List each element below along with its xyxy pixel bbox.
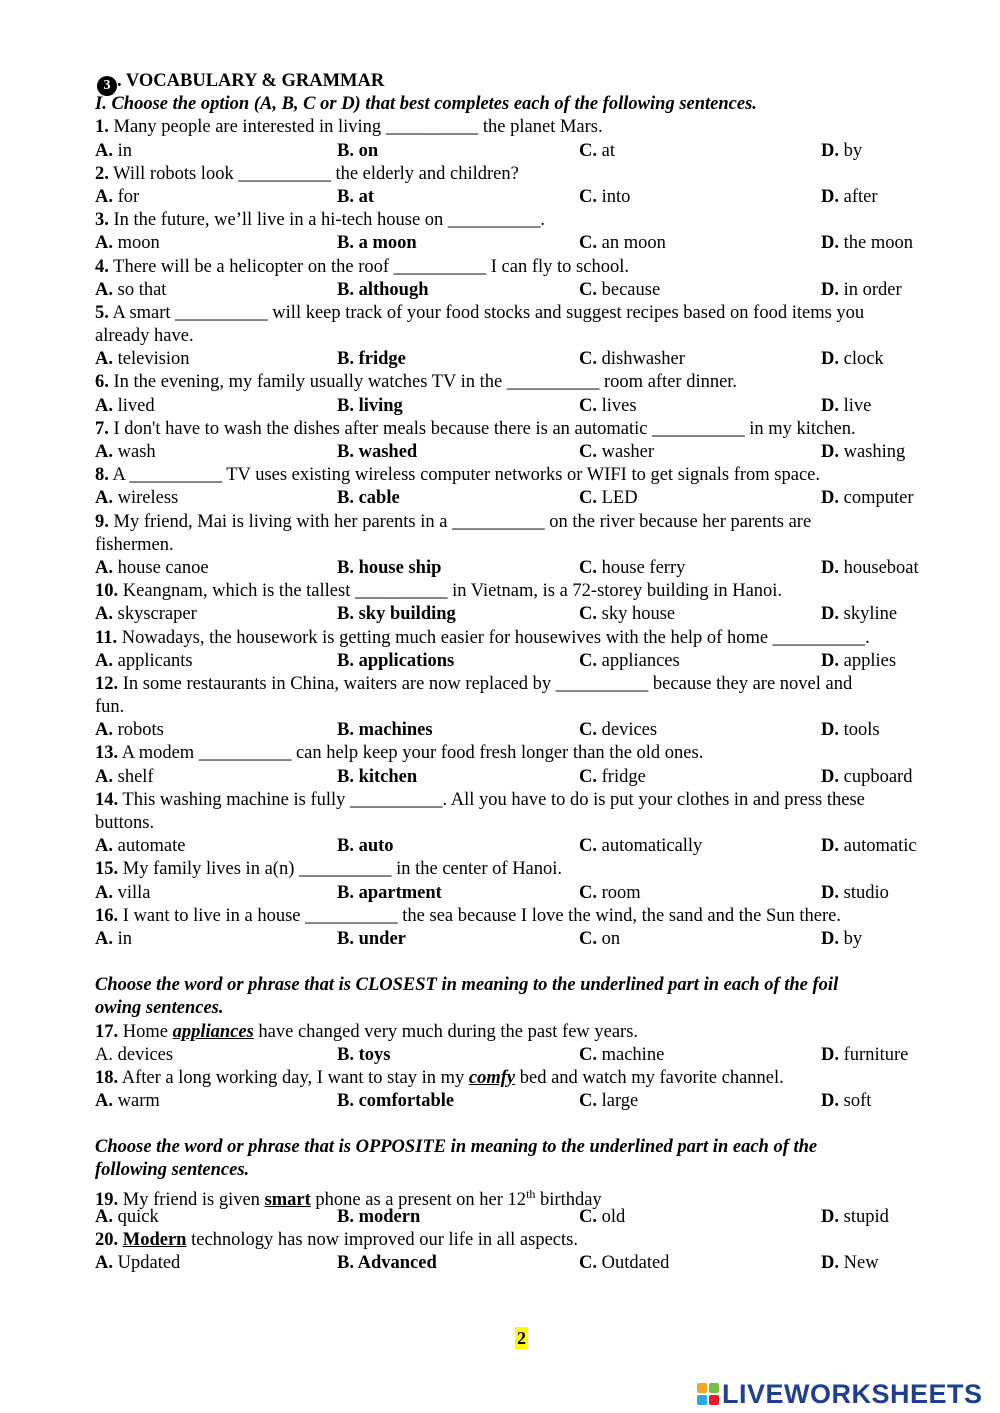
option-c[interactable]: C. old [579, 1206, 626, 1227]
option-b[interactable]: B. Advanced [337, 1253, 437, 1274]
option-b[interactable]: B. toys [337, 1044, 391, 1065]
option-b[interactable]: B. a moon [337, 233, 417, 254]
question-text: In the future, we’ll live in a hi-tech house on __________. [113, 210, 546, 231]
part2-instruction-line-1: Choose the word or phrase that is CLOSEST in meaning to the underlined part in each of the foil [95, 975, 839, 996]
worksheet-page [95, 70, 945, 1275]
option-c[interactable]: C. at [579, 140, 615, 161]
option-b[interactable]: B. modern [337, 1206, 421, 1227]
question-9-stem-cont [95, 534, 945, 557]
question-text: My friend, Mai is living with her parents in a __________ on the river because her parents are [113, 511, 812, 532]
option-c[interactable]: C. washer [579, 442, 655, 462]
option-b[interactable]: B. washed [337, 442, 418, 462]
option-a[interactable]: A. skyscraper [95, 604, 197, 625]
option-d[interactable]: D. studio [821, 882, 889, 903]
option-a[interactable]: A. warm [95, 1091, 160, 1112]
question-16-stem [95, 905, 945, 928]
question-4-options [95, 279, 945, 302]
option-a[interactable]: A. moon [95, 233, 160, 254]
option-d[interactable]: D. in order [821, 279, 902, 300]
question-13-stem [95, 742, 945, 765]
question-4-stem [95, 256, 945, 279]
option-a[interactable]: A. quick [95, 1206, 159, 1227]
question-2-stem [95, 163, 945, 186]
question-text: Keangnam, which is the tallest __________ in Vietnam, is a 72-storey building in Hanoi. [122, 581, 783, 602]
question-13-options [95, 766, 945, 789]
option-b[interactable]: B. on [337, 140, 379, 161]
question-number: 5. [95, 302, 109, 323]
question-3-stem [95, 209, 945, 232]
question-text: My family lives in a(n) __________ in the center of Hanoi. [122, 859, 563, 880]
question-number: 4. [95, 256, 109, 277]
question-text: In some restaurants in China, waiters are now replaced by __________ because they are novel and [122, 673, 853, 694]
option-c[interactable]: C. devices [579, 720, 658, 741]
option-c[interactable]: C. room [579, 882, 641, 903]
liveworksheets-logo-icon [697, 1383, 719, 1405]
question-text: fun. [95, 697, 125, 718]
question-number: 9. [95, 511, 109, 532]
question-text: A __________ TV uses existing wireless computer networks or WIFI to get signals from space. [112, 465, 821, 486]
question-14-stem [95, 789, 945, 812]
option-a[interactable]: A. so that [95, 279, 167, 300]
question-5-stem [95, 302, 945, 325]
question-text: I don't have to wash the dishes after meals because there is an automatic __________ in my kitchen. [113, 418, 856, 439]
question-number: 13. [95, 743, 119, 764]
option-c[interactable]: C. large [579, 1091, 639, 1112]
option-c[interactable]: C. Outdated [579, 1253, 670, 1274]
option-d[interactable]: D. the moon [821, 233, 913, 254]
question-number: 8. [95, 465, 109, 486]
option-d[interactable]: D. tools [821, 720, 880, 741]
question-text: A smart __________ will keep track of your food stocks and suggest recipes based on food items you [112, 302, 865, 323]
part3-instruction-line-2: following sentences. [95, 1160, 250, 1181]
question-15-options [95, 882, 945, 905]
question-text: fishermen. [95, 534, 174, 555]
option-a[interactable]: A. wash [95, 442, 156, 462]
option-b[interactable]: B. under [337, 928, 406, 949]
option-a[interactable]: A. shelf [95, 766, 154, 787]
question-14-stem-cont [95, 812, 945, 835]
option-d[interactable]: D. soft [821, 1091, 872, 1112]
option-c[interactable]: C. an moon [579, 233, 666, 254]
question-number: 14. [95, 789, 119, 810]
option-a[interactable]: A. automate [95, 836, 186, 857]
question-17-options [95, 1044, 945, 1067]
option-b[interactable]: B. although [337, 279, 429, 300]
part3-instruction-line-1: Choose the word or phrase that is OPPOSITE in meaning to the underlined part in each of the [95, 1137, 818, 1158]
option-c[interactable]: C. dishwasher [579, 349, 685, 370]
question-text: Many people are interested in living __________ the planet Mars. [113, 117, 603, 138]
option-c[interactable]: C. lives [579, 395, 637, 416]
part1-question-list [95, 116, 945, 951]
option-b[interactable]: B. applications [337, 650, 455, 671]
question-10-stem [95, 580, 945, 603]
option-a[interactable]: A. house canoe [95, 557, 209, 578]
option-b[interactable]: B. living [337, 395, 403, 416]
option-c[interactable]: C. house ferry [579, 557, 686, 578]
question-19-stem: 19. My friend is given smart phone as a present on her 12th birthday [95, 1186, 602, 1210]
question-7-stem [95, 418, 945, 441]
question-12-stem [95, 673, 945, 696]
option-a[interactable]: A. villa [95, 882, 151, 903]
option-c[interactable]: C. into [579, 186, 631, 207]
question-text: Nowadays, the housework is getting much easier for housewives with the help of home __________. [121, 627, 870, 648]
question-3-options [95, 232, 945, 255]
question-text: I want to live in a house __________ the sea because I love the wind, the sand and the Sun there. [122, 905, 841, 926]
option-b[interactable]: B. apartment [337, 882, 442, 903]
question-1-stem [95, 116, 945, 139]
option-d[interactable]: D. by [821, 928, 863, 949]
question-number: 11. [95, 627, 118, 648]
question-text: buttons. [95, 813, 155, 833]
question-number: 6. [95, 372, 109, 393]
question-number: 7. [95, 418, 109, 439]
question-text: This washing machine is fully __________. All you have to do is put your clothes in and press these [122, 789, 865, 810]
option-d[interactable]: D. New [821, 1253, 879, 1274]
option-b[interactable]: B. at [337, 186, 375, 207]
question-7-options [95, 441, 945, 464]
option-c[interactable]: C. automatically [579, 836, 703, 857]
question-6-stem [95, 371, 945, 394]
question-number: 1. [95, 117, 109, 138]
option-c[interactable]: C. because [579, 279, 661, 300]
question-18-stem: 18. After a long working day, I want to stay in my comfy bed and watch my favorite channel. [95, 1067, 784, 1088]
question-5-stem-cont [95, 325, 945, 348]
page-number: 2 [517, 1328, 526, 1348]
liveworksheets-logo[interactable] [697, 1378, 983, 1410]
option-b[interactable]: B. cable [337, 488, 400, 509]
option-b[interactable]: B. comfortable [337, 1091, 455, 1112]
option-c[interactable]: C. on [579, 928, 621, 949]
underlined-word: Modern [122, 1230, 187, 1250]
option-d[interactable]: D. live [821, 395, 872, 416]
question-11-stem [95, 627, 945, 650]
option-c[interactable]: C. LED [579, 488, 638, 509]
option-a[interactable]: A. robots [95, 720, 164, 741]
option-a[interactable]: A. in [95, 928, 133, 949]
question-16-options [95, 928, 945, 951]
question-text: Will robots look __________ the elderly and children? [113, 163, 519, 184]
section-title: . VOCABULARY & GRAMMAR [117, 71, 385, 91]
option-b[interactable]: B. sky building [337, 604, 456, 625]
option-d[interactable]: D. clock [821, 349, 884, 370]
question-number: 2. [95, 163, 109, 184]
question-1-options [95, 140, 945, 163]
option-d[interactable]: D. furniture [821, 1044, 909, 1065]
option-d[interactable]: D. houseboat [821, 557, 919, 578]
question-number: 15. [95, 859, 119, 880]
option-d[interactable]: D. computer [821, 488, 914, 509]
question-9-options [95, 557, 945, 580]
option-a[interactable]: A. for [95, 186, 140, 207]
option-d[interactable]: D. cupboard [821, 766, 913, 787]
option-b[interactable]: B. fridge [337, 349, 406, 370]
option-a[interactable]: A. devices [95, 1044, 174, 1065]
question-11-options [95, 650, 945, 673]
underlined-word: smart [264, 1189, 311, 1210]
question-number: 10. [95, 581, 119, 602]
option-b[interactable]: B. machines [337, 720, 433, 741]
option-a[interactable]: A. lived [95, 395, 155, 416]
question-2-options [95, 186, 945, 209]
question-14-options [95, 835, 945, 858]
question-10-options [95, 603, 945, 626]
question-12-stem-cont [95, 696, 945, 719]
option-d[interactable]: D. stupid [821, 1206, 889, 1227]
question-text: In the evening, my family usually watches TV in the __________ room after dinner. [113, 372, 738, 393]
question-5-options [95, 348, 945, 371]
question-number: 12. [95, 673, 119, 694]
question-9-stem [95, 511, 945, 534]
question-17-stem: 17. Home appliances have changed very much during the past few years. [95, 1021, 639, 1042]
part1-instruction: I. Choose the option (A, B, C or D) that best completes each of the following sentences. [95, 94, 757, 115]
question-text: There will be a helicopter on the roof __________ I can fly to school. [113, 256, 629, 277]
option-d[interactable]: D. after [821, 186, 878, 207]
option-b[interactable]: B. kitchen [337, 766, 418, 787]
option-a[interactable]: A. Updated [95, 1253, 181, 1274]
question-19-options [95, 1206, 945, 1229]
question-number: 16. [95, 905, 119, 926]
option-a[interactable]: A. applicants [95, 650, 193, 671]
option-a[interactable]: A. television [95, 349, 190, 370]
question-8-options [95, 487, 945, 510]
option-b[interactable]: B. auto [337, 836, 394, 857]
underlined-word: appliances [172, 1021, 254, 1042]
option-d[interactable]: D. by [821, 140, 863, 161]
option-c[interactable]: C. fridge [579, 766, 646, 787]
section-heading [95, 70, 945, 93]
option-a[interactable]: A. wireless [95, 488, 179, 509]
question-number: 3. [95, 210, 109, 231]
option-d[interactable]: D. washing [821, 442, 906, 462]
part2-instruction-line-2: owing sentences. [95, 998, 224, 1019]
option-c[interactable]: C. machine [579, 1044, 665, 1065]
option-d[interactable]: D. skyline [821, 604, 898, 625]
option-b[interactable]: B. house ship [337, 557, 442, 578]
option-c[interactable]: C. sky house [579, 604, 676, 625]
question-20-stem: 20. Modern technology has now improved our life in all aspects. [95, 1230, 578, 1250]
brand-name: LIVEWORKSHEETS [722, 1378, 983, 1409]
question-15-stem [95, 858, 945, 881]
question-text: already have. [95, 326, 194, 347]
option-a[interactable]: A. in [95, 140, 133, 161]
underlined-word: comfy [468, 1067, 516, 1088]
question-6-options [95, 395, 945, 418]
question-text: A modem __________ can help keep your food fresh longer than the old ones. [121, 743, 704, 764]
option-c[interactable]: C. appliances [579, 650, 680, 671]
section-number-badge: 3 [97, 76, 117, 96]
option-d[interactable]: D. applies [821, 650, 897, 671]
question-8-stem [95, 464, 945, 487]
question-20-options [95, 1252, 945, 1275]
question-12-options [95, 719, 945, 742]
question-18-options [95, 1090, 945, 1113]
option-d[interactable]: D. automatic [821, 836, 917, 857]
